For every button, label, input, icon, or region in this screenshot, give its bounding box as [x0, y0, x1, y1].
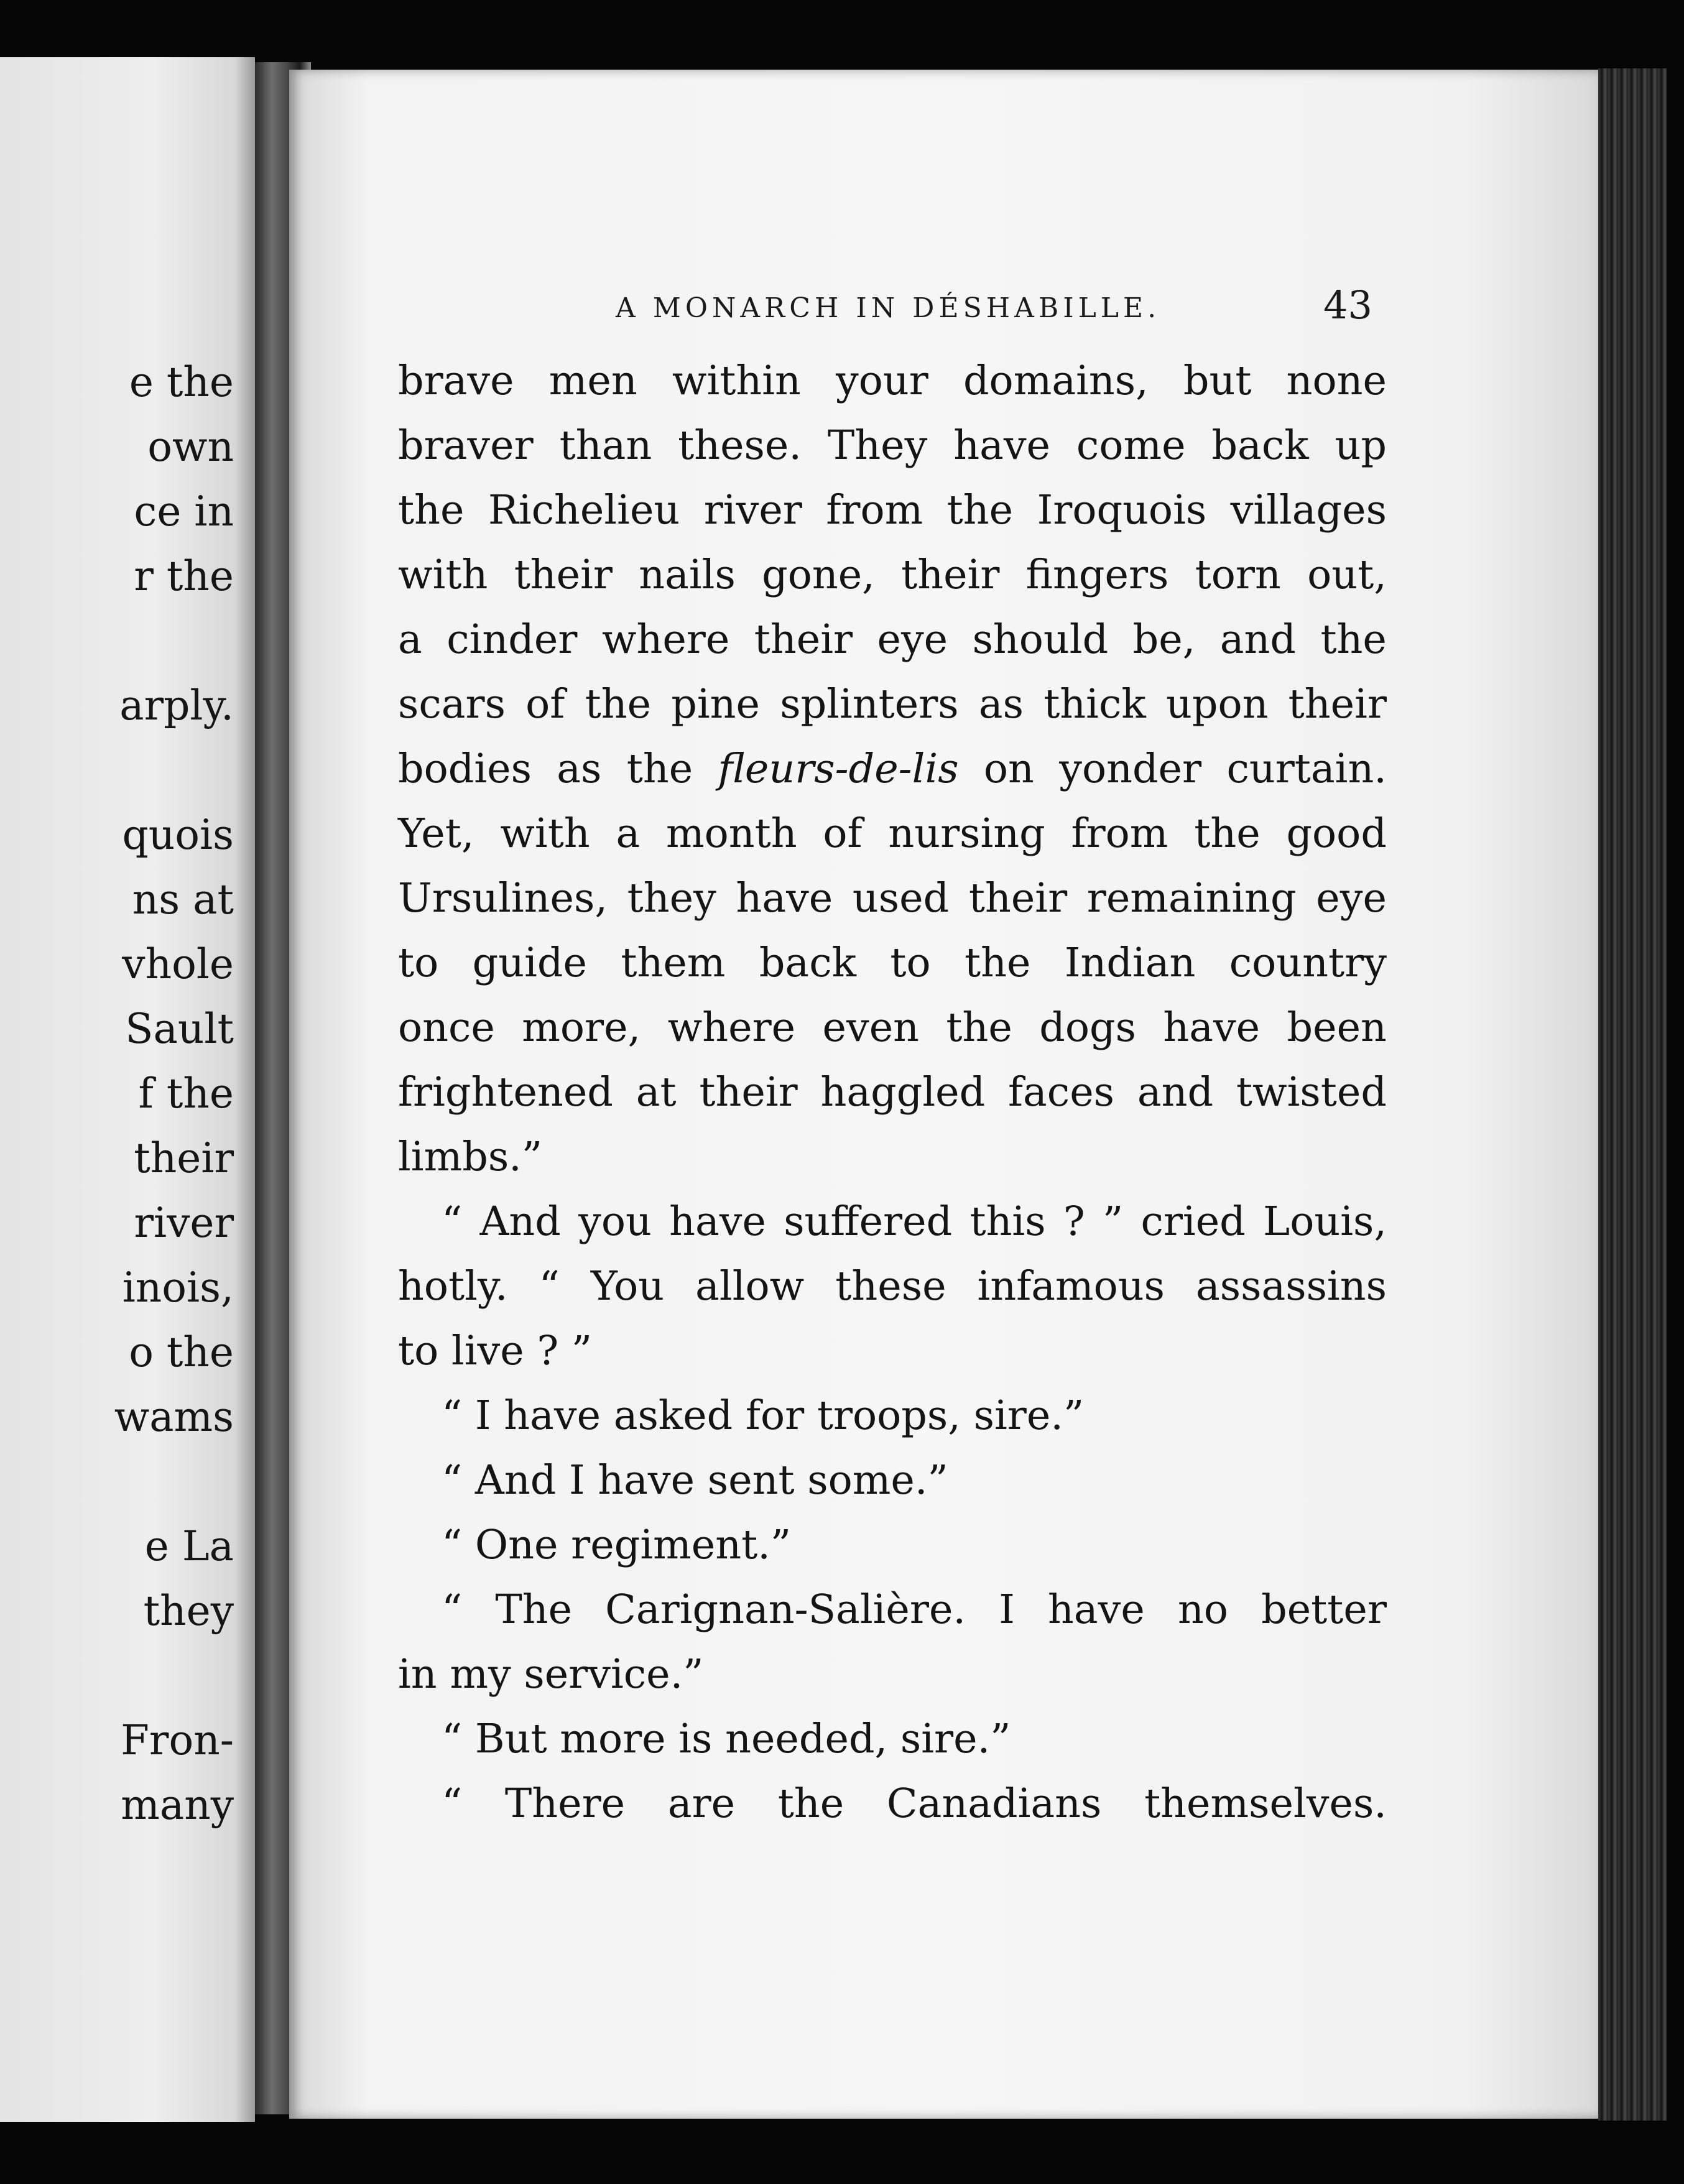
left-page-line: Fron- [121, 1716, 234, 1764]
left-page-line: wams [114, 1393, 234, 1441]
running-head: A MONARCH IN DÉSHABILLE. [616, 292, 1161, 324]
text-line: Ursulines, they have used their remaining eye [398, 875, 1387, 922]
left-page-line: inois, [122, 1264, 234, 1312]
page-edges [1598, 68, 1667, 2121]
left-page-line: quois [122, 811, 234, 859]
text-line: hotly. “ You allow these infamous assassins [398, 1263, 1387, 1310]
text-line: brave men within your domains, but none [398, 358, 1387, 404]
left-page-line: own [147, 423, 234, 471]
left-page-line: river [134, 1199, 234, 1247]
left-page-line: many [121, 1781, 234, 1829]
text-line: “ The Carignan-Salière. I have no better [442, 1586, 1387, 1633]
text-line: to guide them back to the Indian country [398, 940, 1387, 986]
left-page-text [0, 57, 234, 2122]
text-line: “ And I have sent some.” [442, 1457, 948, 1504]
text-line: with their nails gone, their fingers torn out, [398, 552, 1387, 598]
text-line: “ But more is needed, sire.” [442, 1716, 1011, 1762]
left-page-line: they [143, 1587, 234, 1635]
text-line: to live ? ” [398, 1328, 593, 1374]
text-line: “ One regiment.” [442, 1522, 792, 1568]
left-page-line: r the [134, 552, 234, 600]
text-line: “ There are the Canadians themselves. [442, 1780, 1387, 1827]
left-page [0, 57, 255, 2122]
text-line: scars of the pine splinters as thick upon their [398, 681, 1387, 728]
text-line: frightened at their haggled faces and twisted [398, 1069, 1387, 1116]
text-line: “ I have asked for troops, sire.” [442, 1392, 1085, 1439]
text-line: once more, where even the dogs have been [398, 1004, 1387, 1051]
left-page-line: Sault [125, 1005, 234, 1053]
text-line: limbs.” [398, 1134, 543, 1180]
text-line: bodies as the fleurs-de-lis on yonder curtain. [398, 746, 1387, 792]
text-line: a cinder where their eye should be, and the [398, 616, 1387, 663]
left-page-line: their [134, 1134, 234, 1182]
left-page-line: f the [138, 1070, 234, 1117]
text-line: in my service.” [398, 1651, 704, 1698]
text-line: Yet, with a month of nursing from the good [398, 810, 1387, 857]
left-page-line: ns at [132, 876, 234, 923]
left-page-line: vhole [122, 940, 234, 988]
left-page-line: arply. [119, 682, 234, 729]
left-page-line: o the [129, 1328, 234, 1376]
left-page-line: e La [144, 1522, 234, 1570]
page-number: 43 [1323, 282, 1372, 328]
text-line: braver than these. They have come back up [398, 422, 1387, 469]
text-line: the Richelieu river from the Iroquois villages [398, 487, 1387, 534]
text-line: “ And you have suffered this ? ” cried Louis, [442, 1198, 1387, 1245]
left-page-line: e the [129, 358, 234, 406]
left-page-line: ce in [134, 488, 234, 535]
